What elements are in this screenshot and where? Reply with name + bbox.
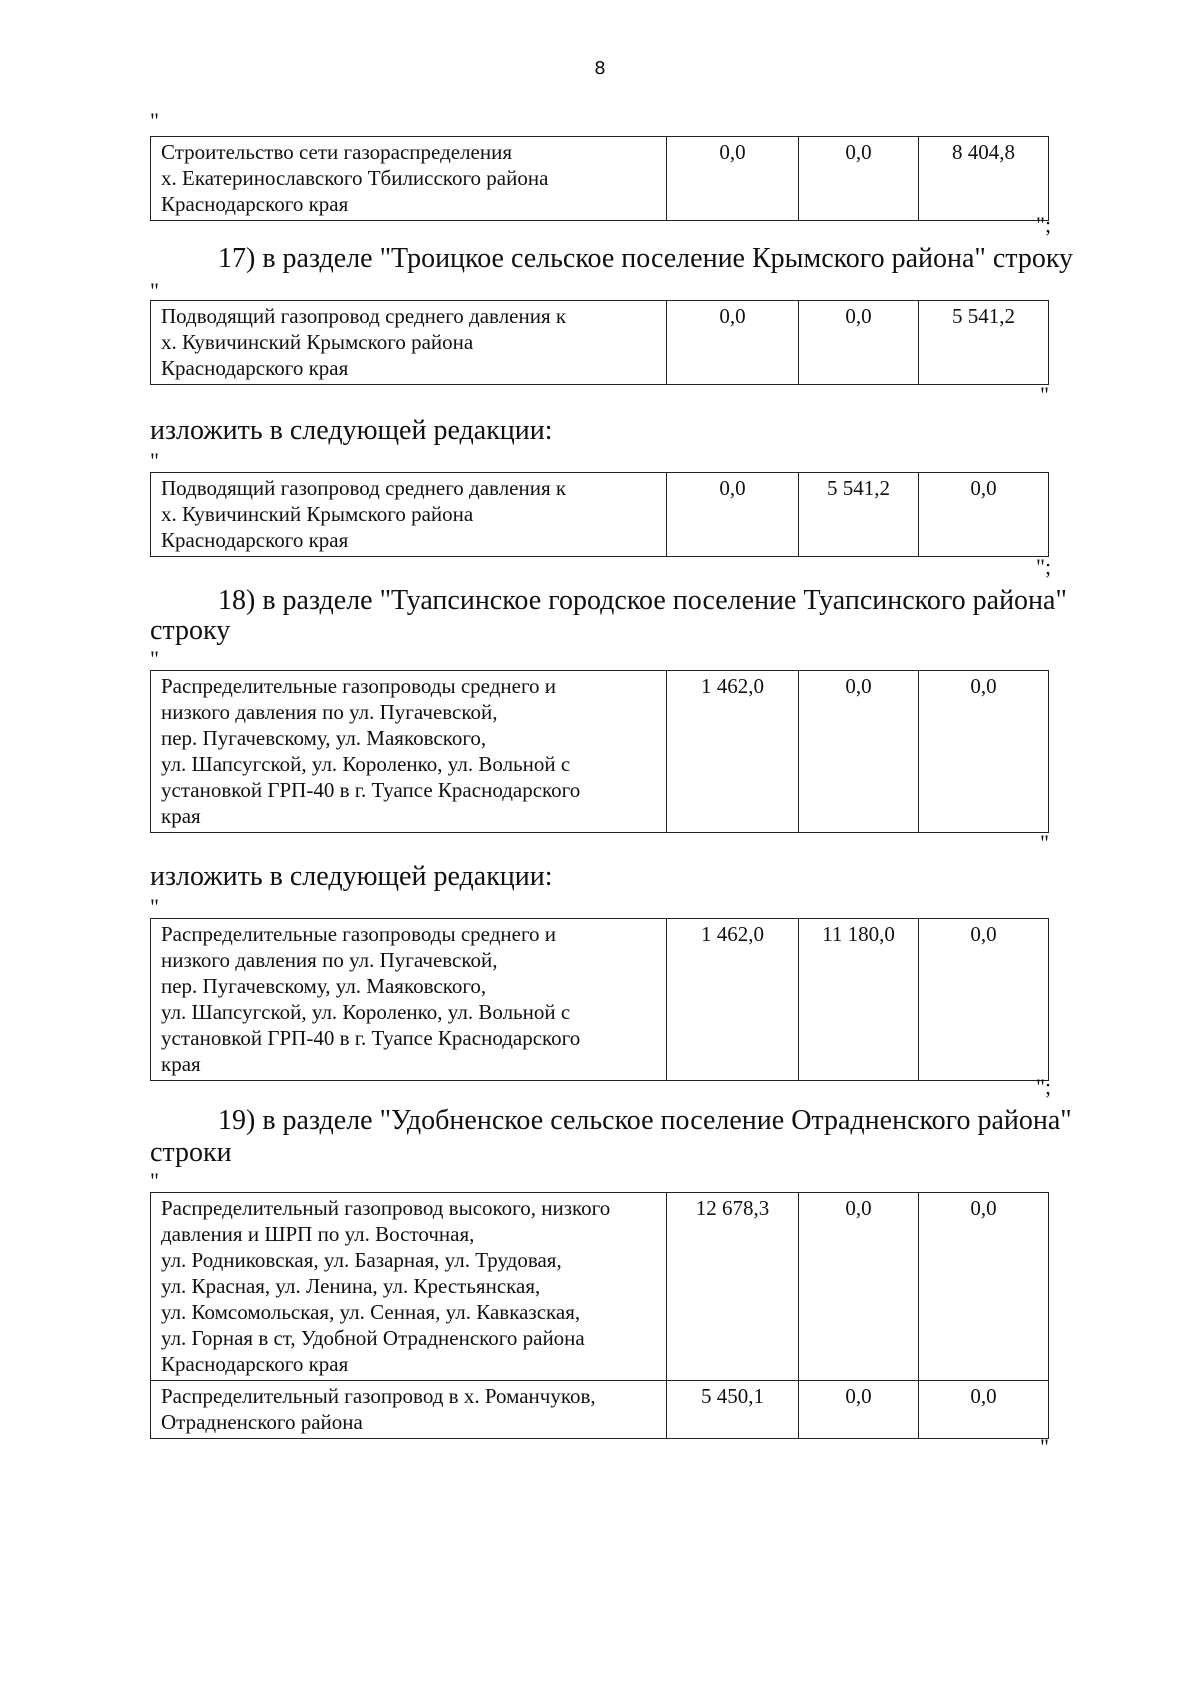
desc-line: Отрадненского района: [161, 1410, 363, 1434]
desc-line: Краснодарского края: [161, 528, 349, 552]
desc-line: Краснодарского края: [161, 1352, 349, 1376]
value-cell-1: 0,0: [667, 301, 799, 385]
desc-line: давления и ШРП по ул. Восточная,: [161, 1222, 475, 1246]
desc-line: пер. Пугачевскому, ул. Маяковского,: [161, 726, 487, 750]
table-row: [151, 671, 1049, 833]
desc-line: Краснодарского края: [161, 192, 349, 216]
desc-line: Строительство сети газораспределения: [161, 140, 513, 164]
desc-line: ул. Горная в ст, Удобной Отрадненского района: [161, 1326, 585, 1350]
close-quote: ": [1040, 830, 1049, 855]
value-cell-2: 0,0: [799, 671, 919, 833]
table-block-1: [150, 300, 1049, 385]
desc-line: края: [161, 804, 201, 828]
desc-line: низкого давления по ул. Пугачевской,: [161, 948, 498, 972]
value-cell-3: 8 404,8: [919, 137, 1049, 221]
open-quote: ": [150, 448, 159, 473]
table-row: [151, 1381, 1049, 1439]
desc-line: ул. Шапсугской, ул. Короленко, ул. Вольной с: [161, 1000, 571, 1024]
desc-line: установкой ГРП-40 в г. Туапсе Краснодарского: [161, 1026, 581, 1050]
table-row: [151, 919, 1049, 1081]
value-cell-3: 0,0: [919, 1193, 1049, 1381]
value-cell-2: 11 180,0: [799, 919, 919, 1081]
close-quote: ": [1040, 1434, 1049, 1459]
close-quote: ";: [1036, 554, 1052, 579]
value-cell-2: 0,0: [799, 137, 919, 221]
desc-line: ул. Родниковская, ул. Базарная, ул. Трудовая,: [161, 1248, 562, 1272]
desc-line: установкой ГРП-40 в г. Туапсе Краснодарского: [161, 778, 581, 802]
table-block-4: [150, 918, 1049, 1081]
value-cell-1: 1 462,0: [667, 671, 799, 833]
desc-line: ул. Шапсугской, ул. Короленко, ул. Вольной с: [161, 752, 571, 776]
value-cell-1: 1 462,0: [667, 919, 799, 1081]
description-cell: [151, 1381, 667, 1439]
value-cell-3: 5 541,2: [919, 301, 1049, 385]
description-cell: [151, 137, 667, 221]
desc-line: Краснодарского края: [161, 356, 349, 380]
open-quote: ": [150, 1168, 159, 1193]
desc-line: ул. Красная, ул. Ленина, ул. Крестьянская,: [161, 1274, 541, 1298]
table-row: [151, 137, 1049, 221]
value-cell-1: 12 678,3: [667, 1193, 799, 1381]
desc-line: х. Кувичинский Крымского района: [161, 330, 474, 354]
paragraph-19: 19) в разделе "Удобненское сельское поселение Отрадненского района": [218, 1105, 1072, 1136]
desc-line: Распределительный газопровод в х. Романчуков,: [161, 1384, 596, 1408]
value-cell-2: 0,0: [799, 301, 919, 385]
desc-line: Подводящий газопровод среднего давления к: [161, 304, 567, 328]
desc-line: х. Кувичинский Крымского района: [161, 502, 474, 526]
table-block-0: [150, 136, 1049, 221]
paragraph-redaction: изложить в следующей редакции:: [150, 861, 553, 892]
open-quote: ": [150, 646, 159, 671]
close-quote: ";: [1036, 1074, 1052, 1099]
desc-line: Распределительные газопроводы среднего и: [161, 922, 557, 946]
close-quote: ": [1040, 382, 1049, 407]
open-quote: ": [150, 894, 159, 919]
value-cell-3: 0,0: [919, 473, 1049, 557]
paragraph-19-cont: строки: [150, 1137, 232, 1168]
description-cell: [151, 301, 667, 385]
desc-line: края: [161, 1052, 201, 1076]
description-cell: [151, 671, 667, 833]
value-cell-1: 0,0: [667, 137, 799, 221]
desc-line: Распределительные газопроводы среднего и: [161, 674, 557, 698]
table-row: [151, 473, 1049, 557]
table-block-2: [150, 472, 1049, 557]
description-cell: [151, 473, 667, 557]
description-cell: [151, 919, 667, 1081]
desc-line: х. Екатеринославского Тбилисского района: [161, 166, 549, 190]
value-cell-1: 5 450,1: [667, 1381, 799, 1439]
open-quote: ": [150, 278, 159, 303]
value-cell-1: 0,0: [667, 473, 799, 557]
value-cell-2: 5 541,2: [799, 473, 919, 557]
value-cell-2: 0,0: [799, 1193, 919, 1381]
description-cell: [151, 1193, 667, 1381]
table-row: [151, 1193, 1049, 1381]
value-cell-3: 0,0: [919, 919, 1049, 1081]
value-cell-3: 0,0: [919, 1381, 1049, 1439]
close-quote: ";: [1036, 212, 1052, 237]
desc-line: Подводящий газопровод среднего давления к: [161, 476, 567, 500]
paragraph-17: 17) в разделе "Троицкое сельское поселение Крымского района" строку: [218, 243, 1074, 274]
paragraph-18: 18) в разделе "Туапсинское городское поселение Туапсинского района": [218, 585, 1067, 616]
desc-line: пер. Пугачевскому, ул. Маяковского,: [161, 974, 487, 998]
value-cell-3: 0,0: [919, 671, 1049, 833]
page-number: 8: [594, 58, 606, 79]
desc-line: Распределительный газопровод высокого, низкого: [161, 1196, 611, 1220]
desc-line: низкого давления по ул. Пугачевской,: [161, 700, 498, 724]
desc-line: ул. Комсомольская, ул. Сенная, ул. Кавказская,: [161, 1300, 581, 1324]
paragraph-redaction: изложить в следующей редакции:: [150, 415, 553, 446]
table-block-5: [150, 1192, 1049, 1439]
table-block-3: [150, 670, 1049, 833]
open-quote: ": [150, 108, 159, 133]
table-row: [151, 301, 1049, 385]
value-cell-2: 0,0: [799, 1381, 919, 1439]
paragraph-18-cont: строку: [150, 615, 231, 646]
